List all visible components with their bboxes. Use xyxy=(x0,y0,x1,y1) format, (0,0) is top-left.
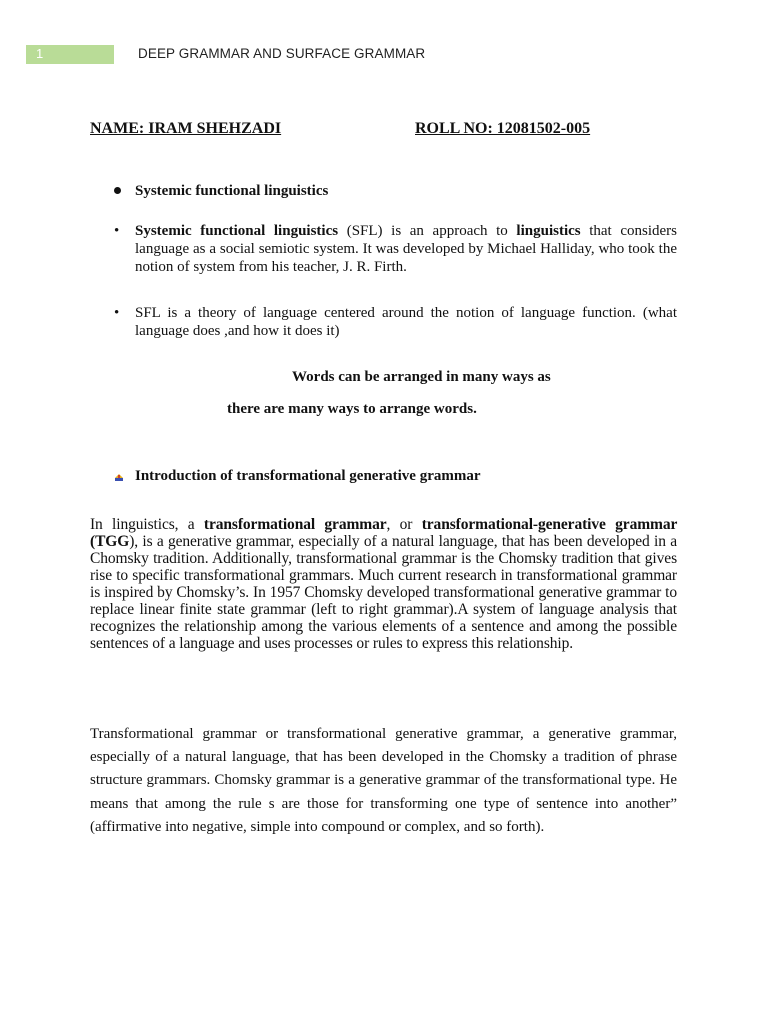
tgg-paragraph-2: Transformational grammar or transformational generative grammar, a generative grammar, especially of a natural language, that has been developed in the Chomsky a tradition of phrase structure grammars. Chomsky grammar is a generative grammar of the transformational type. He means that among the rule s are those for transforming one type of sentence into another” (affirmative into negative, simple into compound or complex, and so forth). xyxy=(90,726,677,835)
quote-line-2: there are many ways to arrange words. xyxy=(227,401,477,417)
header-title: DEEP GRAMMAR AND SURFACE GRAMMAR xyxy=(138,46,426,61)
sfl-term: Systemic functional linguistics xyxy=(135,223,339,239)
page-header xyxy=(26,45,466,64)
page-number-badge xyxy=(26,45,114,64)
small-dot-bullet-icon: • xyxy=(114,305,120,321)
sfl-abbr: (SFL) is an approach to xyxy=(338,223,517,239)
page-number: 1 xyxy=(36,46,44,61)
p1-term-tgg: transformational-generative grammar xyxy=(421,516,677,533)
student-name: NAME: IRAM SHEHZADI xyxy=(90,120,282,137)
colored-arrow-bullet-icon xyxy=(114,472,124,482)
p1-paren: ( xyxy=(90,533,96,550)
sfl-definition xyxy=(135,222,677,276)
quote-line-1: Words can be arranged in many ways as xyxy=(292,369,551,385)
linguistics-term: linguistics xyxy=(516,223,581,239)
sfl-heading: Systemic functional linguistics xyxy=(135,183,329,199)
p1-term-tg: transformational grammar xyxy=(203,516,387,533)
tgg-heading: Introduction of transformational generative grammar xyxy=(135,468,481,484)
small-dot-bullet-icon: • xyxy=(114,223,120,239)
p1-text: In linguistics, a xyxy=(90,516,204,533)
p1-text: , or xyxy=(386,516,422,533)
filled-circle-bullet-icon xyxy=(114,187,121,194)
tgg-paragraph-1 xyxy=(90,516,677,652)
p1-abbr: TGG xyxy=(95,533,130,550)
p1-text-rest: ), is a generative grammar, especially of a natural language, that has been developed in a Chomsky tradition. Additionally, transformational grammar is the Chomsky tradition that gives rise to specific transformational grammars. Much current research in transformational grammar is inspired by Chomsky’s. In 1957 Chomsky developed transformational generative grammar to replace linear finite state grammar (left to right grammar).A system of language analysis that recognizes the relationship among the various elements of a sentence and among the possible sentences of a language and uses processes or rules to express this relationship. xyxy=(90,533,677,652)
roll-number: ROLL NO: 12081502-005 xyxy=(415,120,591,137)
sfl-theory: SFL is a theory of language centered around the notion of language function. (what language does ,and how it does it) xyxy=(135,305,677,339)
sfl-def-rest: that considers language as a social semiotic system. It was developed by Michael Halliday, who took the notion of system from his teacher, J. R. Firth. xyxy=(135,223,677,275)
